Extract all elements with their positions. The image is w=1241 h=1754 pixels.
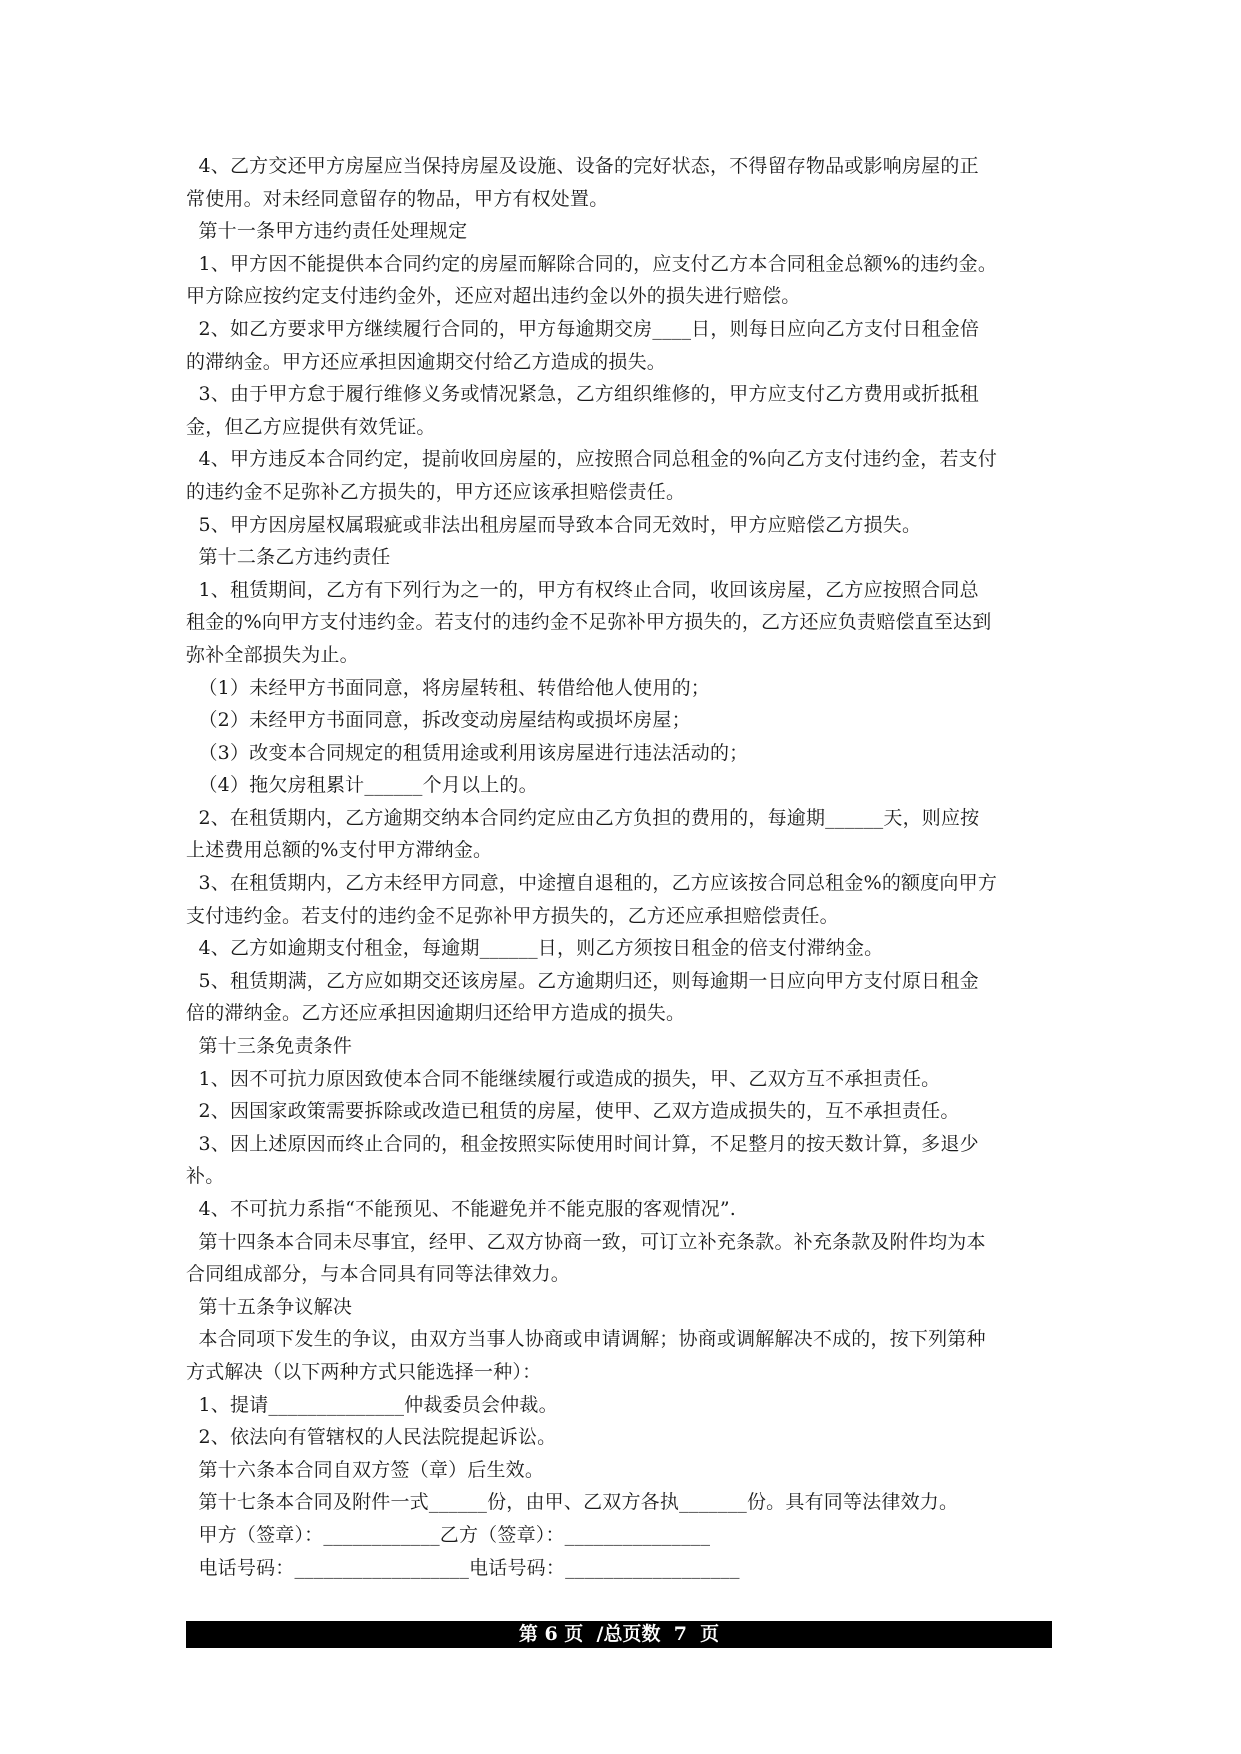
text-line: 倍的滞纳金。乙方还应承担因逾期归还给甲方造成的损失。 (186, 1002, 686, 1025)
text-line: 的违约金不足弥补乙方损失的，甲方还应该承担赔偿责任。 (186, 480, 686, 503)
section-heading: 第十四条本合同未尽事宜，经甲、乙双方协商一致，可订立补充条款。补充条款及附件均为本 (186, 1230, 986, 1253)
text-line: 1、租赁期间，乙方有下列行为之一的，甲方有权终止合同，收回该房屋，乙方应按照合同总 (186, 578, 979, 601)
section-heading: 第十三条免责条件 (186, 1035, 353, 1058)
text-line: 补。 (186, 1165, 225, 1188)
text-line: 5、甲方因房屋权属瑕疵或非法出租房屋而导致本合同无效时，甲方应赔偿乙方损失。 (186, 513, 922, 536)
text-line: 常使用。对未经同意留存的物品，甲方有权处置。 (186, 187, 609, 210)
list-item: （2）未经甲方书面同意，拆改变动房屋结构或损坏房屋； (186, 709, 691, 732)
text-line: 金，但乙方应提供有效凭证。 (186, 415, 436, 438)
signature-line: 甲方（签章）：____________乙方（签章）：_______________ (186, 1523, 711, 1546)
text-line: 4、乙方如逾期支付租金，每逾期______日，则乙方须按日租金的倍支付滞纳金。 (186, 937, 884, 960)
text-line: 本合同项下发生的争议，由双方当事人协商或申请调解；协商或调解解决不成的，按下列第种 (186, 1328, 986, 1351)
section-heading: 第十六条本合同自双方签（章）后生效。 (186, 1458, 545, 1481)
phone-line: 电话号码：__________________电话号码：__________________ (186, 1556, 740, 1579)
text-line: 4、乙方交还甲方房屋应当保持房屋及设施、设备的完好状态，不得留存物品或影响房屋的正 (186, 155, 979, 177)
text-line: 3、因上述原因而终止合同的，租金按照实际使用时间计算，不足整月的按天数计算，多退少 (186, 1132, 979, 1155)
text-line: 1、因不可抗力原因致使本合同不能继续履行或造成的损失，甲、乙双方互不承担责任。 (186, 1067, 941, 1090)
text-line: 2、如乙方要求甲方继续履行合同的，甲方每逾期交房____日，则每日应向乙方支付日租金倍 (186, 317, 980, 340)
document-body (186, 150, 1066, 1584)
text-line: 上述费用总额的%支付甲方滞纳金。 (186, 839, 493, 862)
text-line: 4、不可抗力系指“不能预见、不能避免并不能克服的客观情况”. (186, 1198, 737, 1220)
text-line: 弥补全部损失为止。 (186, 643, 359, 666)
section-heading: 第十五条争议解决 (186, 1295, 353, 1318)
text-line: 支付违约金。若支付的违约金不足弥补甲方损失的，乙方还应承担赔偿责任。 (186, 904, 839, 927)
page-number: 第 6 页 /总页数 7 页 (518, 1623, 720, 1645)
text-line: 1、甲方因不能提供本合同约定的房屋而解除合同的，应支付乙方本合同租金总额%的违约金。 (186, 252, 998, 275)
section-heading: 第十七条本合同及附件一式______份，由甲、乙双方各执_______份。具有同等法律效力。 (186, 1491, 959, 1514)
text-line: 方式解决（以下两种方式只能选择一种）： (186, 1360, 542, 1383)
text-line: 2、在租赁期内，乙方逾期交纳本合同约定应由乙方负担的费用的，每逾期______天，则应按 (186, 806, 980, 829)
list-item: （3）改变本合同规定的租赁用途或利用该房屋进行违法活动的； (186, 741, 749, 764)
page-footer (186, 1621, 1052, 1648)
text-line: 合同组成部分，与本合同具有同等法律效力。 (186, 1263, 571, 1286)
text-line: 4、甲方违反本合同约定，提前收回房屋的，应按照合同总租金的%向乙方支付违约金，若支付 (186, 448, 998, 471)
text-line: 1、提请______________仲裁委员会仲裁。 (186, 1393, 558, 1416)
list-item: （4）拖欠房租累计______个月以上的。 (186, 774, 538, 797)
text-line: 2、因国家政策需要拆除或改造已租赁的房屋，使甲、乙双方造成损失的，互不承担责任。 (186, 1100, 960, 1123)
text-line: 甲方除应按约定支付违约金外，还应对超出违约金以外的损失进行赔偿。 (186, 285, 801, 308)
list-item: （1）未经甲方书面同意，将房屋转租、转借给他人使用的； (186, 676, 710, 699)
text-line: 3、在租赁期内，乙方未经甲方同意，中途擅自退租的，乙方应该按合同总租金%的额度向甲方 (186, 872, 998, 895)
section-heading: 第十二条乙方违约责任 (186, 546, 391, 569)
text-line: 5、租赁期满，乙方应如期交还该房屋。乙方逾期归还，则每逾期一日应向甲方支付原日租金 (186, 969, 979, 992)
text-line: 租金的%向甲方支付违约金。若支付的违约金不足弥补甲方损失的，乙方还应负责赔偿直至达到 (186, 611, 992, 634)
section-heading: 第十一条甲方违约责任处理规定 (186, 220, 468, 243)
text-line: 2、依法向有管辖权的人民法院提起诉讼。 (186, 1426, 557, 1449)
text-line: 3、由于甲方怠于履行维修义务或情况紧急，乙方组织维修的，甲方应支付乙方费用或折抵租 (186, 383, 979, 406)
text-line: 的滞纳金。甲方还应承担因逾期交付给乙方造成的损失。 (186, 350, 667, 373)
